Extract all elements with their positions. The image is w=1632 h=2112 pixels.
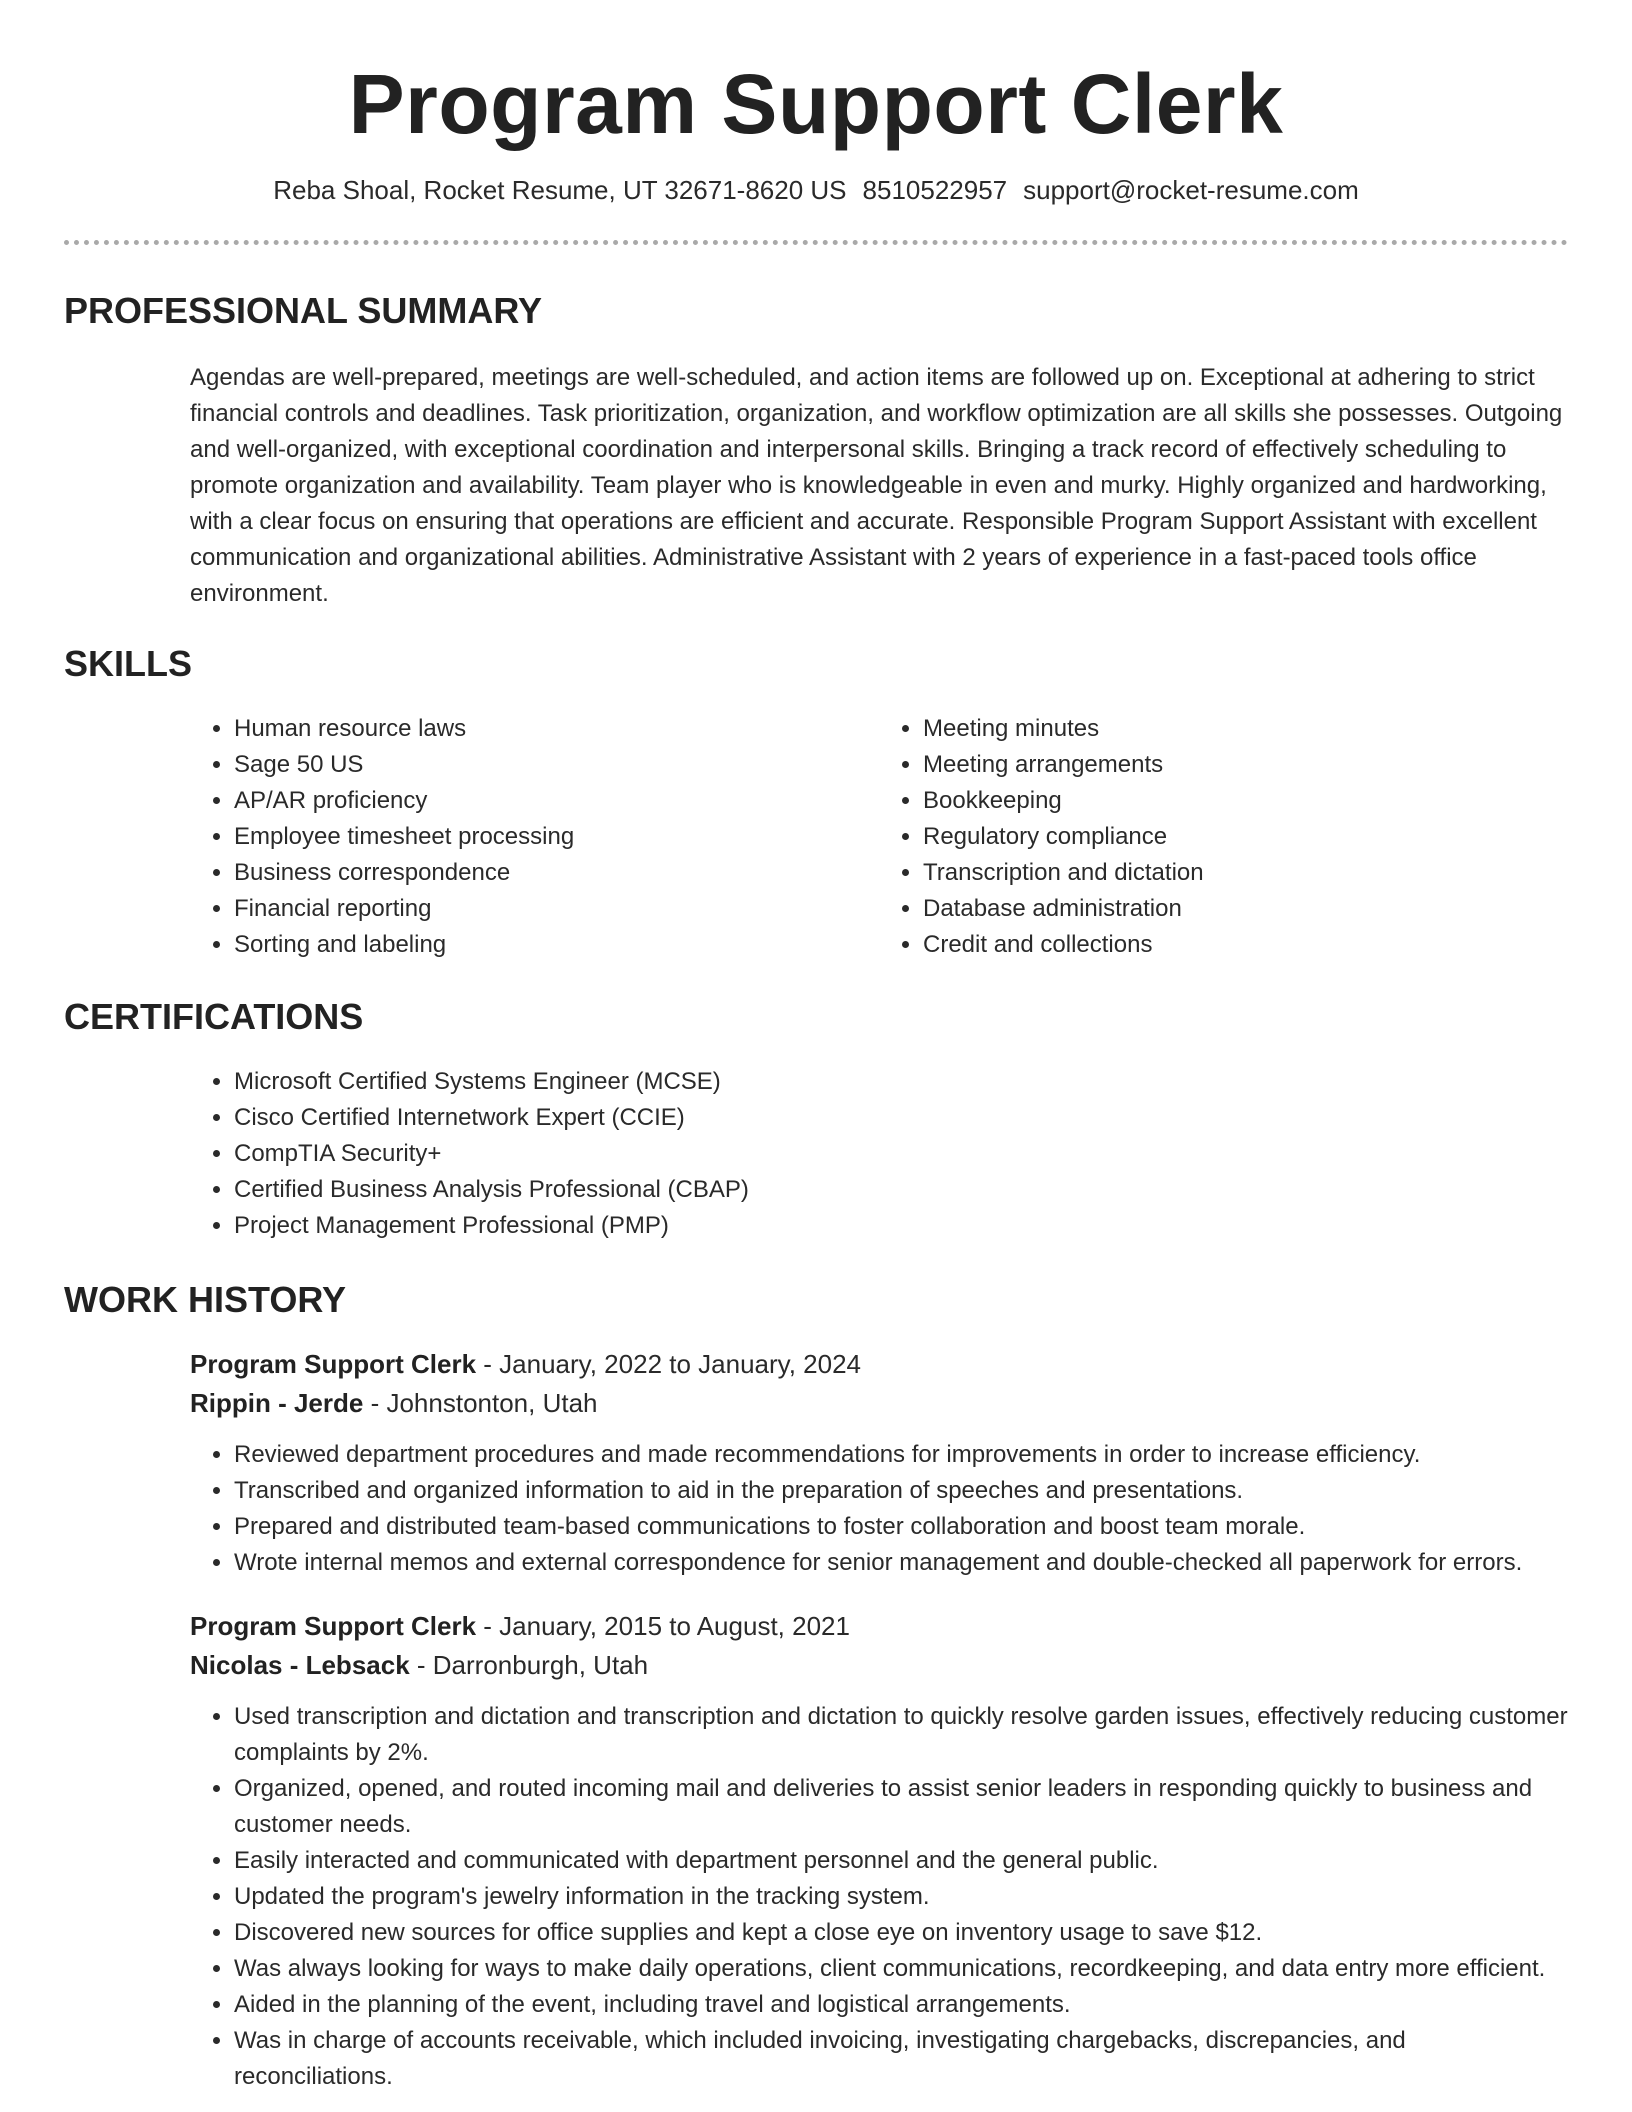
job-bullet: • Organized, opened, and routed incoming mail and deliveries to assist senior leaders in responding quickly to business and customer needs. [234,1771,1568,1843]
skill-item: • Employee timesheet processing [234,819,879,855]
contact-phone: 8510522957 [862,174,1008,205]
job-location: - Darronburgh, Utah [409,1650,649,1681]
job-company-line [190,1646,1568,1685]
job-bullet: • Was always looking for ways to make daily operations, client communications, recordkeeping, and data entry more efficient. [234,1951,1568,1987]
job-bullet: • Reviewed department procedures and made recommendations for improvements in order to increase efficiency. [234,1437,1568,1473]
certification-item: • Certified Business Analysis Professional (CBAP) [234,1172,1568,1208]
job-bullet: • Easily interacted and communicated with department personnel and the general public. [234,1843,1568,1879]
skill-item: • Meeting minutes [923,711,1568,747]
job-bullet: • Was in charge of accounts receivable, which included invoicing, investigating chargebacks, discrepancies, and reconciliations. [234,2023,1568,2095]
job-bullet: • Wrote internal memos and external correspondence for senior management and double-checked all paperwork for errors. [234,1545,1568,1581]
skill-item: • Sage 50 US [234,747,879,783]
job-bullet: • Prepared and distributed team-based communications to foster collaboration and boost team morale. [234,1509,1568,1545]
certification-item: • Project Management Professional (PMP) [234,1208,1568,1244]
candidate-name: Program Support Clerk [348,57,1284,151]
skill-item: • AP/AR proficiency [234,783,879,819]
skill-item: • Credit and collections [923,927,1568,963]
certifications-list [190,1064,1568,1244]
contact-email: support@rocket-resume.com [1023,174,1359,205]
section-title-certifications: CERTIFICATIONS [64,995,364,1037]
job-bullet: • Used transcription and dictation and transcription and dictation to quickly resolve garden issues, effectively reducing customer complaints by 2%. [234,1699,1568,1771]
skill-item: • Regulatory compliance [923,819,1568,855]
job-dates: - January, 2022 to January, 2024 [476,1349,862,1380]
summary-text: Agendas are well-prepared, meetings are well-scheduled, and action items are followed up on. Exceptional at adhering to strict financial controls and deadlines. Task prioritization, organization, and workflow optimization are all skills she possesses. Outgoing and well-organized, with exceptional coordination and interpersonal skills. Bringing a track record of effectively scheduling to promote organization and availability. Team player who is knowledgeable in even and murky. Highly organized and hardworking, with a clear focus on ensuring that operations are efficient and accurate. Responsible Program Support Assistant with excellent communication and organizational abilities. Administrative Assistant with 2 years of experience in a fast-paced tools office environment. [190,363,1563,607]
certification-item: • Cisco Certified Internetwork Expert (CCIE) [234,1100,1568,1136]
contact-address: Reba Shoal, Rocket Resume, UT 32671-8620 US [273,174,847,205]
job-bullet: • Discovered new sources for office supplies and kept a close eye on inventory usage to save $12. [234,1915,1568,1951]
certification-item: • Microsoft Certified Systems Engineer (MCSE) [234,1064,1568,1100]
skill-item: • Sorting and labeling [234,927,879,963]
skill-item: • Business correspondence [234,855,879,891]
resume-header [64,0,1568,245]
certifications-section [64,995,1568,1244]
section-title-work-history: WORK HISTORY [64,1279,347,1321]
job-title-line [190,1345,1568,1384]
certification-item: • CompTIA Security+ [234,1136,1568,1172]
job-dates: - January, 2015 to August, 2021 [476,1611,850,1642]
contact-info [64,175,1568,206]
job-entry [190,1345,1568,1581]
skill-item: • Bookkeeping [923,783,1568,819]
section-title-summary: PROFESSIONAL SUMMARY [64,289,543,331]
job-role: Program Support Clerk [190,1349,477,1380]
skills-list-right [879,711,1568,963]
job-bullet: • Transcribed and organized information to aid in the preparation of speeches and presentations. [234,1473,1568,1509]
skills-section [64,642,1568,963]
job-bullets [190,1437,1568,1581]
job-bullets [190,1699,1568,2095]
skills-list-left [190,711,879,963]
job-entry [190,1607,1568,2095]
job-company: Rippin - Jerde [190,1388,364,1419]
job-title-line [190,1607,1568,1646]
job-bullet: • Updated the program's jewelry information in the tracking system. [234,1879,1568,1915]
work-history-section [64,1278,1568,2095]
job-company-line [190,1384,1568,1423]
job-company: Nicolas - Lebsack [190,1650,410,1681]
professional-summary-section [64,289,1568,612]
job-role: Program Support Clerk [190,1611,477,1642]
job-bullet: • Aided in the planning of the event, including travel and logistical arrangements. [234,1987,1568,2023]
skill-item: • Human resource laws [234,711,879,747]
skills-grid [64,711,1568,963]
skill-item: • Meeting arrangements [923,747,1568,783]
skill-item: • Transcription and dictation [923,855,1568,891]
skill-item: • Financial reporting [234,891,879,927]
section-title-skills: SKILLS [64,642,193,684]
header-divider [64,240,1568,245]
skill-item: • Database administration [923,891,1568,927]
job-location: - Johnstonton, Utah [363,1388,598,1419]
